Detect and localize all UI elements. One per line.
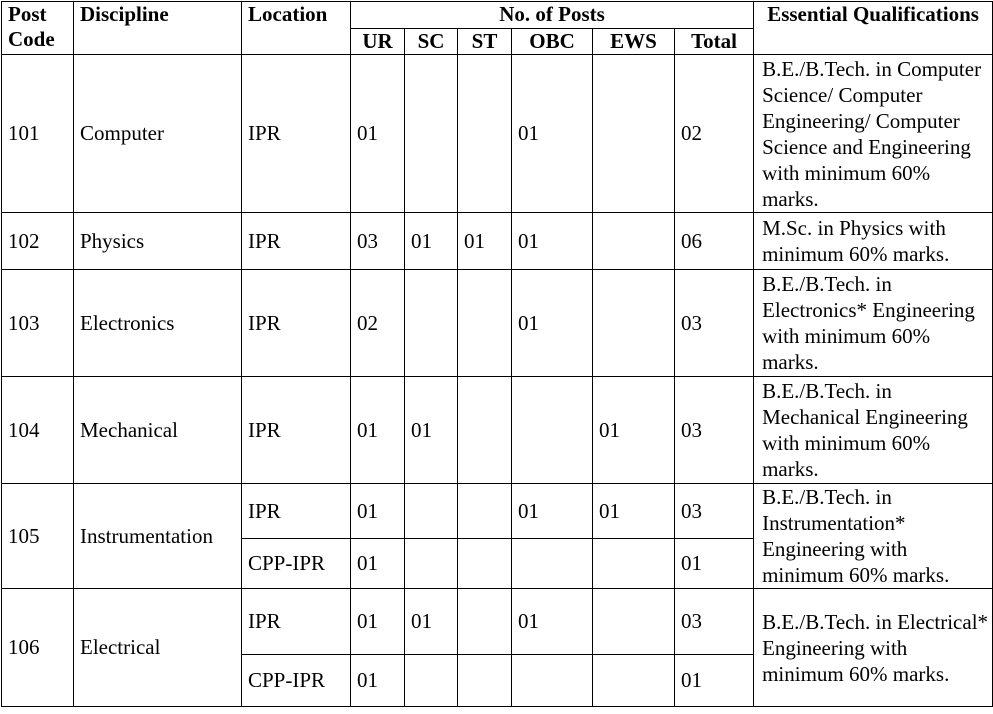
count-sc <box>405 484 458 539</box>
qualification: B.E./B.Tech. in Computer Science/ Computer Engineering/ Computer Science and Engineering with minimum 60% marks. <box>754 55 993 213</box>
location: IPR <box>242 55 351 213</box>
count-st <box>458 270 512 377</box>
location: IPR <box>242 213 351 270</box>
count-ur: 01 <box>351 589 405 655</box>
count-sc <box>405 655 458 707</box>
post-code: 104 <box>2 377 74 484</box>
header-obc: OBC <box>512 29 593 55</box>
post-code: 102 <box>2 213 74 270</box>
qualification: B.E./B.Tech. in Instrumentation* Engineering with minimum 60% marks. <box>754 484 993 589</box>
post-code: 105 <box>2 484 74 589</box>
discipline: Physics <box>74 213 242 270</box>
count-obc <box>512 539 593 589</box>
header-discipline: Discipline <box>74 2 242 55</box>
count-ur: 01 <box>351 539 405 589</box>
count-obc: 01 <box>512 55 593 213</box>
count-sc: 01 <box>405 213 458 270</box>
count-total: 03 <box>675 270 754 377</box>
qualification: B.E./B.Tech. in Mechanical Engineering with minimum 60% marks. <box>754 377 993 484</box>
count-ews <box>593 270 675 377</box>
header-qualifications: Essential Qualifications <box>754 2 993 55</box>
location: IPR <box>242 484 351 539</box>
count-ur: 01 <box>351 655 405 707</box>
header-total: Total <box>675 29 754 55</box>
count-total: 01 <box>675 655 754 707</box>
count-ur: 01 <box>351 484 405 539</box>
location: CPP-IPR <box>242 655 351 707</box>
count-st <box>458 589 512 655</box>
post-code: 106 <box>2 589 74 707</box>
count-ur: 03 <box>351 213 405 270</box>
count-obc <box>512 377 593 484</box>
count-obc: 01 <box>512 589 593 655</box>
count-obc: 01 <box>512 270 593 377</box>
count-sc <box>405 539 458 589</box>
count-ews <box>593 213 675 270</box>
count-ur: 02 <box>351 270 405 377</box>
count-st <box>458 377 512 484</box>
table-row <box>2 213 993 270</box>
table-row <box>2 55 993 213</box>
header-ews: EWS <box>593 29 675 55</box>
header-row-1 <box>2 2 993 29</box>
count-ews: 01 <box>593 377 675 484</box>
count-st <box>458 539 512 589</box>
header-post-code: Post Code <box>2 2 74 55</box>
post-code: 103 <box>2 270 74 377</box>
count-total: 02 <box>675 55 754 213</box>
location: CPP-IPR <box>242 539 351 589</box>
count-ews <box>593 655 675 707</box>
location: IPR <box>242 377 351 484</box>
table-row <box>2 377 993 484</box>
qualification: B.E./B.Tech. in Electrical* Engineering with minimum 60% marks. <box>754 589 993 707</box>
count-total: 03 <box>675 377 754 484</box>
count-sc: 01 <box>405 589 458 655</box>
count-ews <box>593 589 675 655</box>
count-ews: 01 <box>593 484 675 539</box>
count-sc <box>405 270 458 377</box>
discipline: Electronics <box>74 270 242 377</box>
count-total: 03 <box>675 484 754 539</box>
count-ur: 01 <box>351 377 405 484</box>
posts-table <box>1 1 993 707</box>
header-sc: SC <box>405 29 458 55</box>
count-ur: 01 <box>351 55 405 213</box>
count-obc: 01 <box>512 213 593 270</box>
header-no-of-posts: No. of Posts <box>351 2 754 29</box>
count-st: 01 <box>458 213 512 270</box>
count-total: 06 <box>675 213 754 270</box>
discipline: Instrumentation <box>74 484 242 589</box>
discipline: Computer <box>74 55 242 213</box>
discipline: Mechanical <box>74 377 242 484</box>
qualification: B.E./B.Tech. in Electronics* Engineering with minimum 60% marks. <box>754 270 993 377</box>
table-row <box>2 270 993 377</box>
table-row <box>2 484 993 539</box>
count-ews <box>593 55 675 213</box>
discipline: Electrical <box>74 589 242 707</box>
table-row <box>2 589 993 655</box>
count-total: 01 <box>675 539 754 589</box>
count-ews <box>593 539 675 589</box>
count-st <box>458 655 512 707</box>
header-ur: UR <box>351 29 405 55</box>
header-location: Location <box>242 2 351 55</box>
location: IPR <box>242 270 351 377</box>
count-sc <box>405 55 458 213</box>
qualification: M.Sc. in Physics with minimum 60% marks. <box>754 213 993 270</box>
header-st: ST <box>458 29 512 55</box>
count-st <box>458 55 512 213</box>
count-obc <box>512 655 593 707</box>
count-st <box>458 484 512 539</box>
count-total: 03 <box>675 589 754 655</box>
post-code: 101 <box>2 55 74 213</box>
count-obc: 01 <box>512 484 593 539</box>
count-sc: 01 <box>405 377 458 484</box>
location: IPR <box>242 589 351 655</box>
